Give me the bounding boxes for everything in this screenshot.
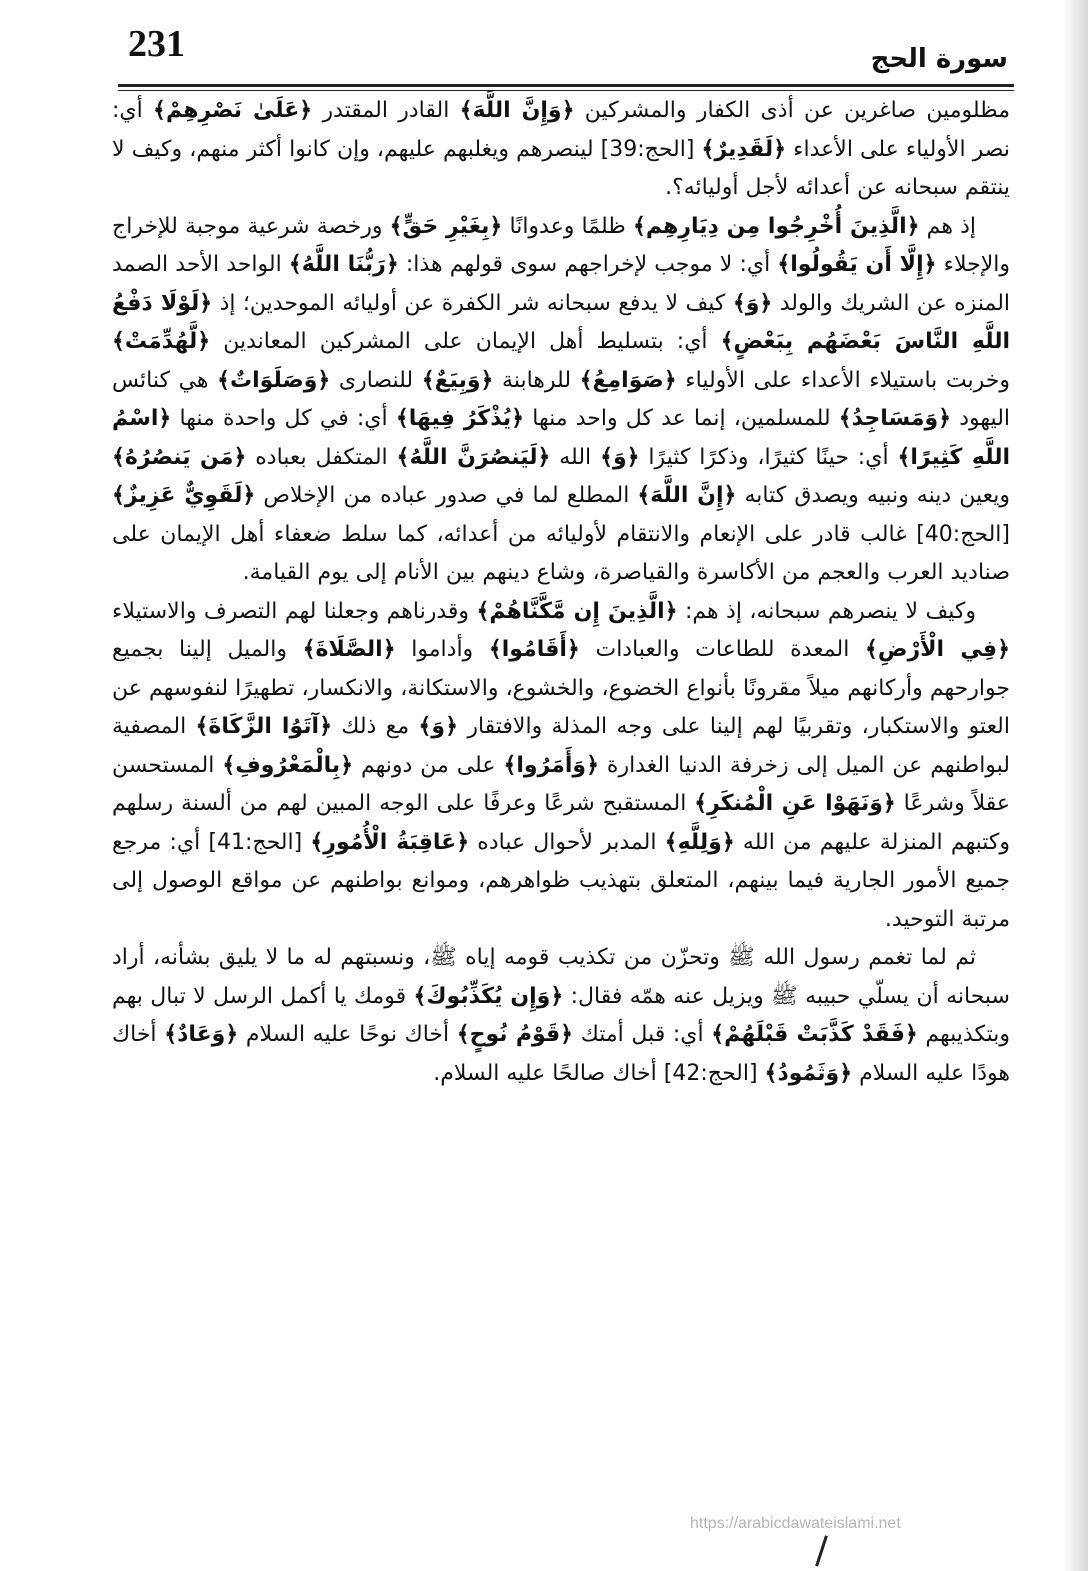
- commentary-text: المتكفل بعباده: [246, 444, 397, 470]
- commentary-text: الواحد الأحد الصمد المنزه عن الشريك والولد: [112, 252, 1011, 316]
- commentary-text: للمسلمين، إنما عد كل واحد منها: [524, 406, 839, 431]
- quran-quote: ﴿عَاقِبَةُ الْأُمُورِ﴾: [310, 829, 470, 855]
- quran-quote: ﴿الَّذِينَ أُخْرِجُوا مِن دِيَارِهِم﴾: [632, 213, 920, 239]
- quran-quote: ﴿لَقَوِيٌّ عَزِيزٌ﴾: [112, 483, 256, 508]
- commentary-text: كيف لا يدفع سبحانه شر الكفرة عن أوليائه الموحدين؛ إذ: [212, 290, 733, 316]
- commentary-text: أي: في كل واحدة منها: [171, 406, 396, 431]
- watermark-url: https://arabicdawateislami.net: [690, 1515, 901, 1532]
- quran-quote: ﴿إِلَّا أَن يَقُولُوا﴾: [777, 252, 937, 277]
- commentary-text: قومك يا أكمل الرسل لا تبال بهم وبتكذيبهم: [112, 983, 1011, 1047]
- quran-quote: ﴿إِنَّ اللَّهَ﴾: [637, 483, 737, 508]
- commentary-text: والميل إلينا بجميع جوارحهم وأركانهم ميلاً مقرونًا بأنواع الخضوع، والخشوع، والاستكانة، والانكسار، تطهيرًا لنفوسهم عن العتو والاستكبار، وتقربيًا لهم إلينا على وجه المذلة والافتقار: [112, 637, 1011, 739]
- commentary-text: أي: لا موجب لإخراجهم سوى قولهم هذا:: [398, 252, 778, 277]
- commentary-text: المستحسن عقلاً وشرعًا: [112, 752, 1010, 816]
- quran-quote: ﴿الَّذِينَ إِن مَّكَّنَّاهُمْ﴾: [476, 598, 678, 624]
- quran-quote: ﴿وَ﴾: [418, 714, 458, 739]
- commentary-text: مع ذلك: [331, 714, 419, 739]
- commentary-text: أي: بتسليط أهل الإيمان على المشركين المعاندين: [210, 329, 721, 354]
- quran-quote: ﴿صَوَامِعُ﴾: [579, 367, 677, 393]
- commentary-text: إذ هم: [919, 213, 977, 239]
- commentary-text: [الحج:40] غالب قادر على الإنعام والانتقام لأوليائه من أعدائه، كما سلط ضعفاء أهل الإيمان على صناديد العرب والعجم من الأكاسرة والقياصرة، وشاع دينهم بين الأنام إلى يوم القيامة.: [112, 521, 1010, 585]
- quran-quote: ﴿فِي الْأَرْضِ﴾: [865, 637, 1010, 662]
- quran-quote: ﴿قَوْمُ نُوحٍ﴾: [456, 1022, 574, 1047]
- quran-quote: ﴿وَ﴾: [732, 290, 773, 316]
- quran-quote: ﴿يُذْكَرُ فِيهَا﴾: [395, 406, 525, 431]
- scan-mark: [815, 1535, 828, 1566]
- header-rule: [118, 84, 1014, 91]
- quran-quote: ﴿اسْمُ اللَّهِ كَثِيرًا﴾: [112, 406, 1011, 470]
- commentary-text: ثم لما تغمم رسول الله ﷺ وتحزّن من تكذيب قومه إياه ﷺ، ونسبتهم له ما لا يليق بشأنه، أراد سبحانه أن يسلّي حبيبه ﷺ ويزيل عنه همّه فقال:: [112, 945, 1010, 1009]
- commentary-text: ويعين دينه ونبيه ويصدق كتابه: [736, 483, 1011, 508]
- quran-quote: ﴿لَيَنصُرَنَّ اللَّهُ﴾: [396, 444, 551, 470]
- paragraph: [112, 593, 1010, 940]
- quran-quote: ﴿وَلِلَّهِ﴾: [664, 829, 735, 855]
- quran-quote: ﴿وَ﴾: [600, 444, 640, 470]
- quran-quote: ﴿عَلَىٰ نَصْرِهِمْ﴾: [153, 98, 313, 123]
- commentary-text: وأداموا: [395, 637, 489, 662]
- commentary-text: أي: قبل أمتك: [573, 1022, 712, 1047]
- quran-quote: ﴿وَصَلَوَاتٌ﴾: [217, 367, 331, 393]
- quran-quote: ﴿وَمَسَاجِدُ﴾: [838, 406, 952, 431]
- quran-quote: ﴿لَّهُدِّمَتْ﴾: [112, 329, 211, 354]
- commentary-text: القادر المقتدر: [312, 98, 460, 123]
- commentary-text: أخاك نوحًا عليه السلام: [238, 1022, 457, 1047]
- quran-quote: ﴿مَن يَنصُرُهُ﴾: [112, 444, 247, 470]
- quran-quote: ﴿أَقَامُوا﴾: [488, 637, 580, 662]
- commentary-text: هي كنائس اليهود: [112, 367, 1011, 431]
- commentary-text: وكيف لا ينصرهم سبحانه، إذ هم:: [677, 598, 976, 624]
- paragraph: [112, 939, 1010, 1093]
- quran-quote: ﴿بِالْمَعْرُوفِ﴾: [222, 752, 353, 778]
- quran-quote: ﴿آتَوُا الزَّكَاةَ﴾: [195, 714, 332, 739]
- quran-quote: ﴿وَبِيَعٌ﴾: [421, 367, 494, 393]
- commentary-text: الله: [550, 444, 601, 470]
- commentary-text: [الحج:39] لينصرهم ويغلبهم عليهم، وإن كانوا أكثر منهم، وكيف لا ينتقم سبحانه عن أعدائه لأجل أوليائه؟.: [112, 136, 1010, 200]
- quran-quote: ﴿بِغَيْرِ حَقٍّ﴾: [389, 213, 503, 239]
- quran-quote: ﴿وَثَمُودُ﴾: [764, 1060, 853, 1086]
- commentary-text: وخربت باستيلاء الأعداء على الأولياء: [676, 367, 1010, 393]
- quran-quote: ﴿وَنَهَوْا عَنِ الْمُنكَرِ﴾: [694, 791, 896, 816]
- running-header: سورة الحج: [870, 44, 1008, 74]
- commentary-text: المصفية لبواطنهم عن الميل إلى زخرفة الدنيا الغدارة: [112, 714, 1011, 778]
- commentary-text: المدبر لأحوال عباده: [469, 829, 665, 855]
- quran-quote: ﴿فَقَدْ كَذَّبَتْ قَبْلَهُمْ﴾: [711, 1022, 918, 1047]
- commentary-text: للنصارى: [330, 367, 422, 393]
- commentary-text: وقدرناهم وجعلنا لهم التصرف والاستيلاء: [112, 598, 477, 624]
- commentary-text: المستقبح شرعًا وعرفًا على الوجه المبين لهم من ألسنة رسلهم وكتبهم المنزلة عليهم من الله: [112, 791, 1010, 855]
- commentary-text: للرهابنة: [493, 367, 580, 393]
- quran-quote: ﴿وَإِنَّ اللَّهَ﴾: [459, 98, 575, 123]
- page-number: 231: [128, 23, 185, 65]
- quran-quote: ﴿الصَّلَاةَ﴾: [302, 637, 396, 662]
- quran-quote: ﴿وَعَادٌ﴾: [164, 1022, 239, 1047]
- commentary-text: [الحج:41] أي: مرجع جميع الأمور الجارية فيما بينهم، المتعلق بتهذيب ظواهرهم، وموانع بواطنهم عن مواقع الوصول إلى مرتبة التوحيد.: [112, 829, 1010, 932]
- commentary-text: أي: نصر الأولياء على الأعداء: [112, 98, 1010, 162]
- quran-quote: ﴿وَإِن يُكَذِّبُوكَ﴾: [413, 983, 564, 1009]
- commentary-text: ورخصة شرعية موجبة للإخراج والإجلاء: [112, 213, 1010, 277]
- commentary-text: على من دونهم: [353, 752, 504, 778]
- quran-quote: ﴿لَوْلَا دَفْعُ اللَّهِ النَّاسَ بَعْضَهُم بِبَعْضٍ﴾: [112, 290, 1010, 354]
- quran-quote: ﴿رَبُّنَا اللَّهُ﴾: [288, 252, 399, 277]
- paragraph: [112, 92, 1010, 208]
- quran-quote: ﴿وَأَمَرُوا﴾: [503, 752, 599, 778]
- commentary-text: أخاك هودًا عليه السلام: [112, 1022, 1010, 1086]
- commentary-text: ظلمًا وعدوانًا: [502, 213, 633, 239]
- quran-quote: ﴿لَقَدِيرٌ﴾: [701, 136, 787, 162]
- commentary-text: مظلومين صاغرين عن أذى الكفار والمشركين: [574, 98, 1010, 123]
- commentary-text: المعدة للطاعات والعبادات: [579, 637, 866, 662]
- page-body: [112, 92, 1010, 1093]
- paragraph: [112, 208, 1010, 593]
- commentary-text: [الحج:42] أخاك صالحًا عليه السلام.: [433, 1060, 765, 1086]
- commentary-text: المطلع لما في صدور عباده من الإخلاص: [255, 483, 638, 508]
- commentary-text: أي: حينًا كثيرًا، وذكرًا كثيرًا: [639, 444, 898, 470]
- page-edge-shadow: [1062, 0, 1088, 1571]
